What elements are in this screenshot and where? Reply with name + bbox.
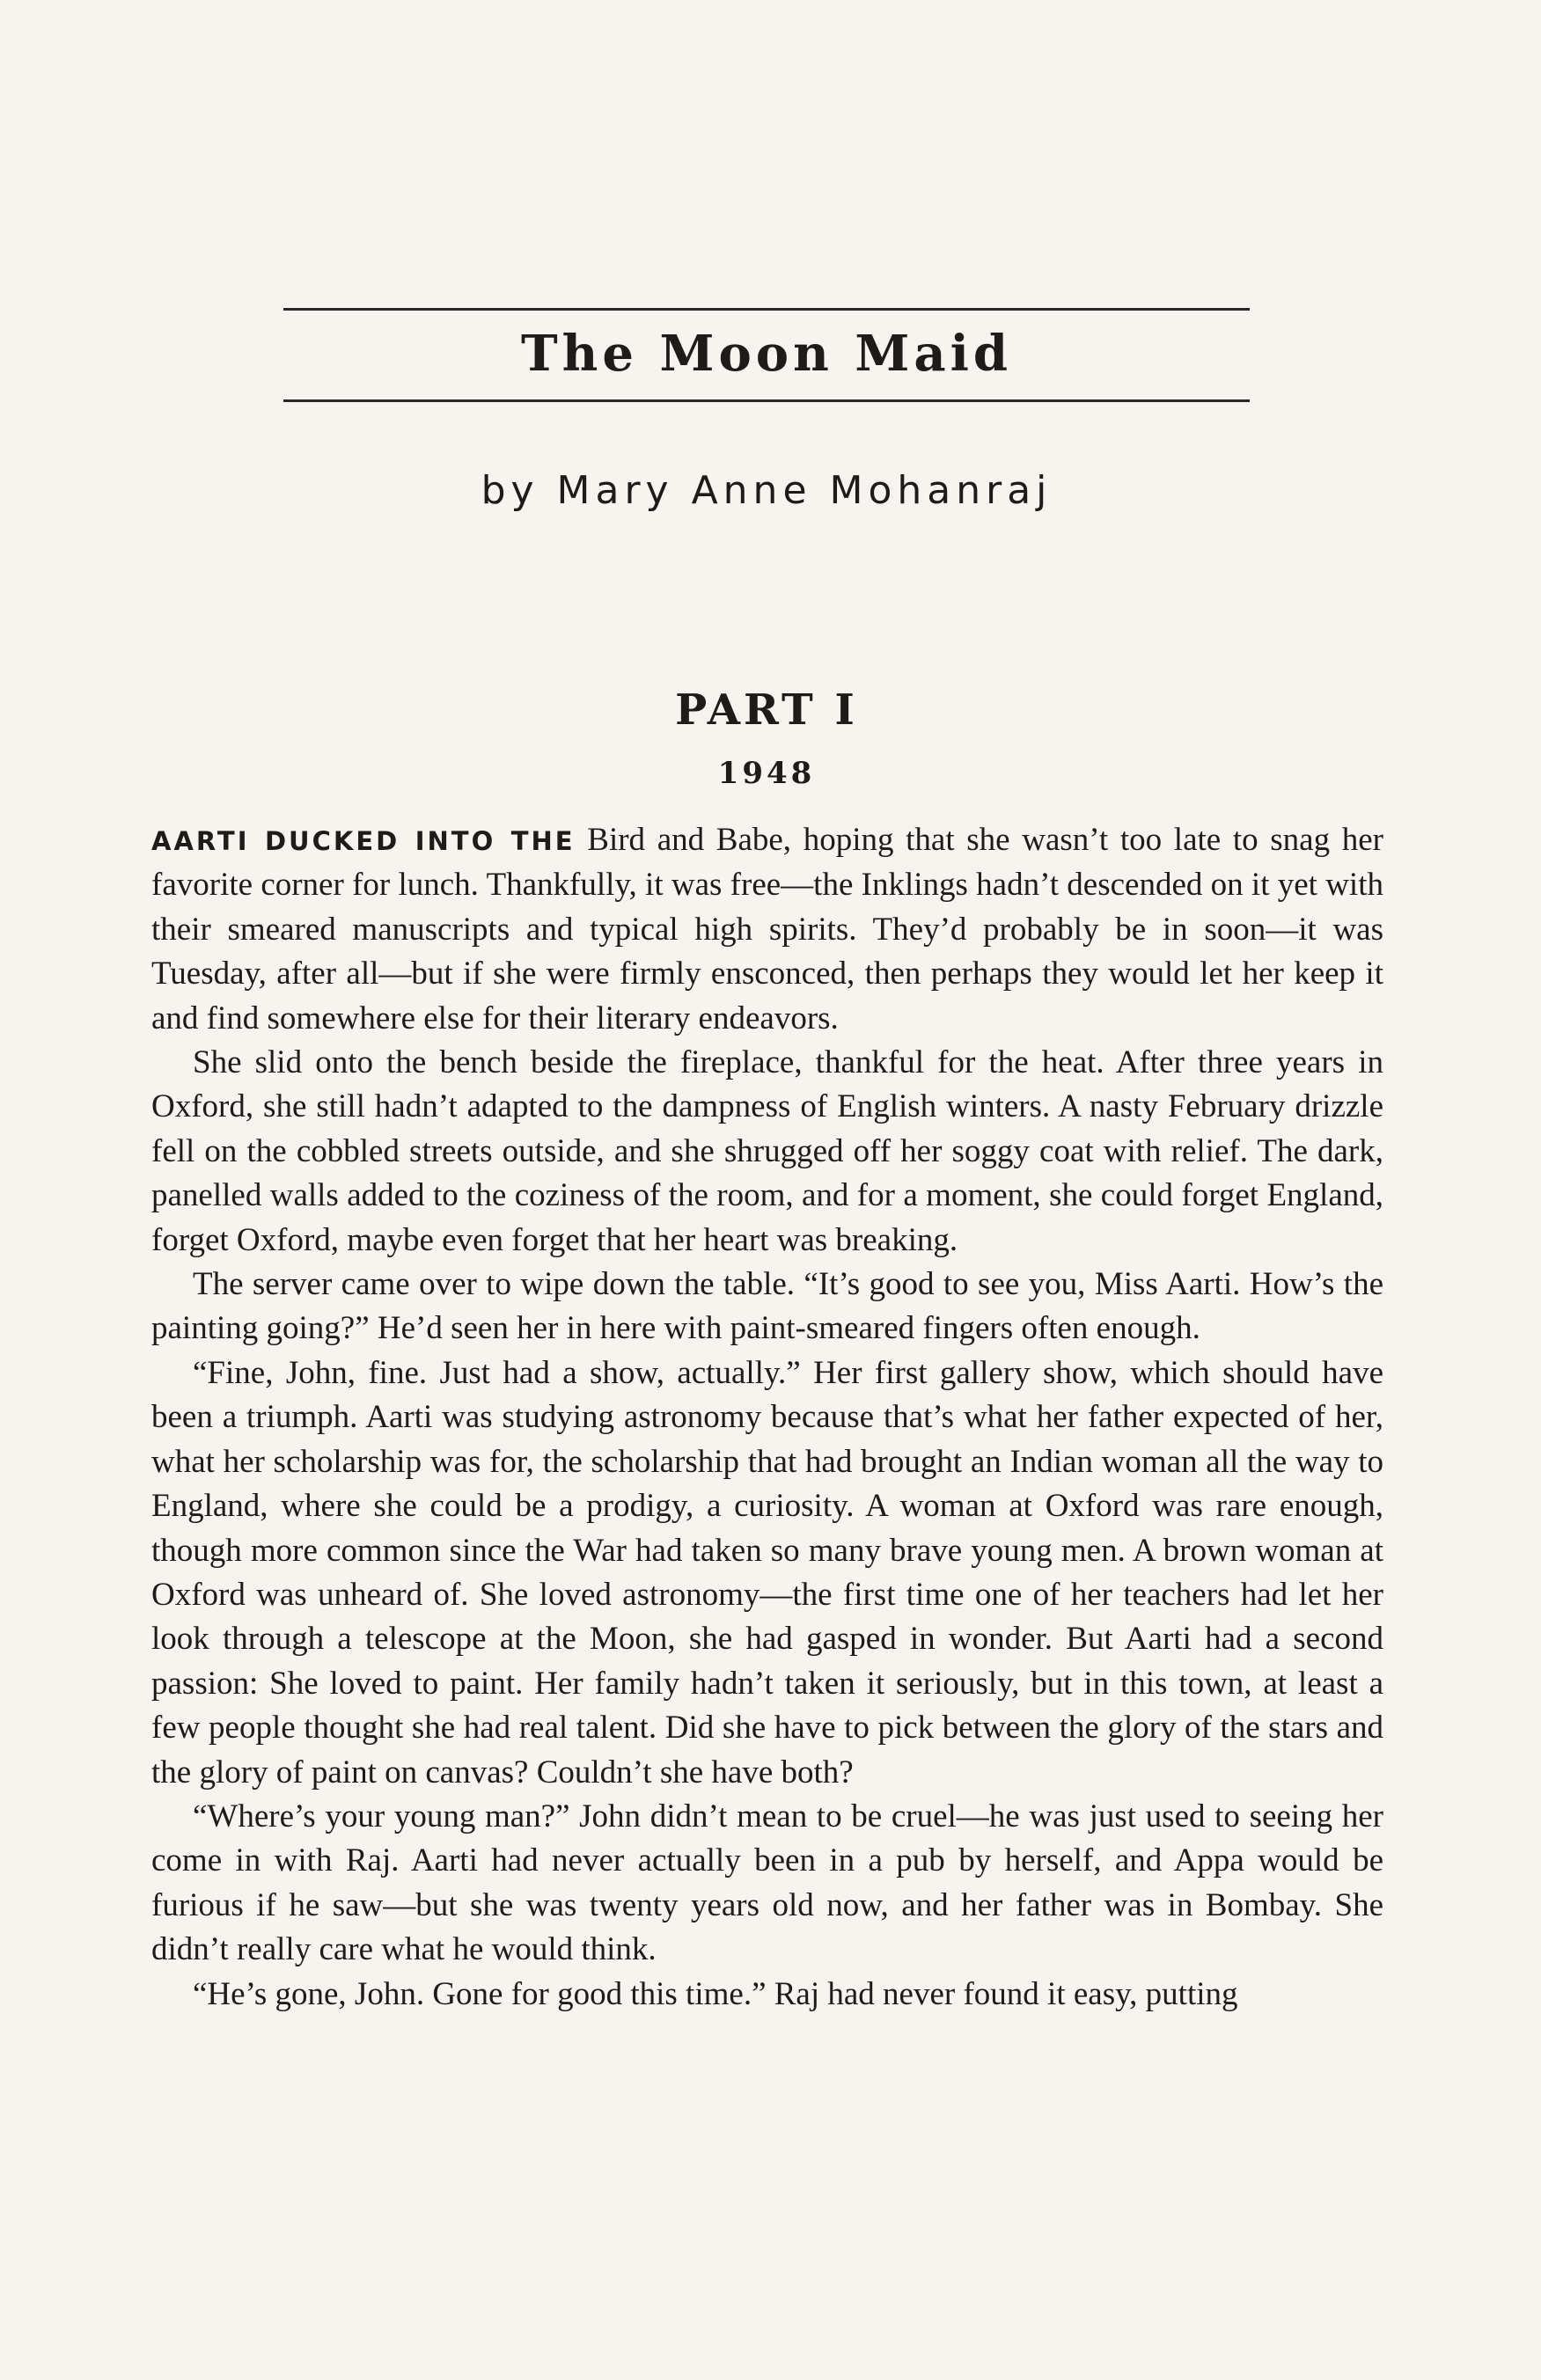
paragraph-2: She slid onto the bench beside the fireplace, thankful for the heat. After three years in Oxford, she still hadn’t adapted to the dampness of English winters. A nasty February drizzle fell on the cobbled streets outside, and she shrugged off her soggy coat with relief. The dark, panelled walls added to the coziness of the room, and for a moment, she could forget England, forget Oxford, maybe even forget that her heart was breaking. — [151, 1044, 1383, 1258]
story-title: The Moon Maid — [520, 325, 1013, 383]
paragraph-4: “Fine, John, fine. Just had a show, actually.” Her first gallery show, which should have been a triumph. Aarti was studying astronomy because that’s what her father expected of her, what her scholarship was for, the scholarship that had brought an Indian woman all the way to England, where she could be a prodigy, a curiosity. A woman at Oxford was rare enough, though more common since the War had taken so many brave young men. A brown woman at Oxford was unheard of. She loved astronomy—the first time one of her teachers had let her look through a telescope at the Moon, she had gasped in wonder. But Aarti had a second passion: She loved to paint. Her family hadn’t taken it seriously, but in this town, at least a few people thought she had real talent. Did she have to pick between the glory of the stars and the glory of paint on canvas? Couldn’t she have both? — [151, 1354, 1383, 1790]
paragraph-6: “He’s gone, John. Gone for good this time.” Raj had never found it easy, putting — [193, 1975, 1238, 2012]
author-byline: by Mary Anne Mohanraj — [481, 468, 1053, 513]
paragraph-1-text: Bird and Babe, hoping that she wasn’t too late to snag her favorite corner for lunch. Thankfully, it was free—the Inklings hadn’t descended on it yet with their smeared manuscripts and typical high spirits. They’d probably be in soon—it was Tuesday, after all—but if she were firmly ensconced, then perhaps they would let her keep it and find somewhere else for their literary endeavors. — [151, 822, 1383, 1036]
paragraph-3: The server came over to wipe down the table. “It’s good to see you, Miss Aarti. How’s the painting going?” He’d seen her in here with paint-smeared fingers often enough. — [151, 1266, 1383, 1347]
paragraph-5: “Where’s your young man?” John didn’t mean to be cruel—he was just used to seeing her come in with Raj. Aarti had never actually been in a pub by herself, and Appa would be furious if he saw—but she was twenty years old now, and her father was in Bombay. She didn’t really care what he would think. — [151, 1798, 1383, 1968]
story-body — [151, 818, 1383, 2017]
paragraph-1 — [151, 818, 1383, 1041]
year-heading: 1948 — [717, 756, 816, 791]
title-bottom-rule — [283, 399, 1250, 402]
title-top-rule — [283, 308, 1250, 311]
lead-in-small-caps: AARTI DUCKED INTO THE — [151, 826, 576, 856]
part-heading: PART I — [675, 685, 858, 735]
